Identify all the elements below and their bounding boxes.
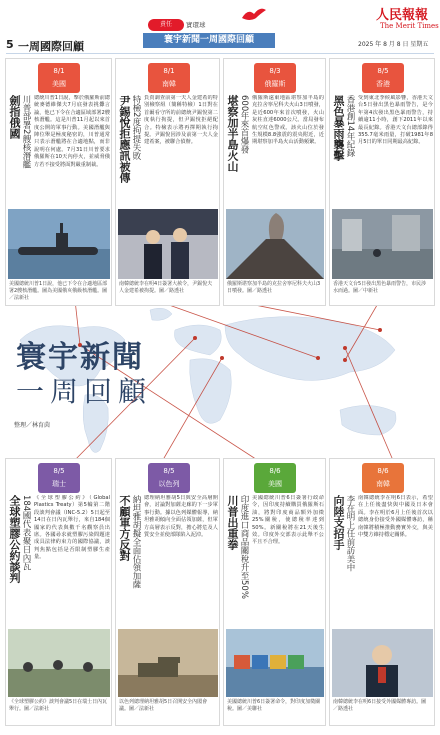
card-date: 8/3 bbox=[269, 67, 281, 75]
president-photo bbox=[332, 629, 433, 697]
date-badge bbox=[38, 463, 80, 493]
card-body: 俄羅斯遠東地區堪察加半島的克拉舍寧尼科夫火山3日噴發，是近600年來首次噴發，火山灰柱直達6000公尺。當局發布航空紅色警戒。該火山位於發生規模8.8強震的震央附近，近期堪察加半島火山活動頻繁。 bbox=[252, 95, 324, 146]
card-subhead: 600年來首爆發 bbox=[239, 95, 249, 154]
card-place: 以色列 bbox=[158, 480, 180, 488]
page-header bbox=[0, 0, 440, 60]
card-headline: 劍指俄國 bbox=[8, 95, 21, 139]
editor-pill: 責任 bbox=[148, 19, 184, 31]
card-body: 南韓總統李在明6日表示，希望在上任後盡快與中國及日本會面。李在明於6月上任後首次以總統身份接受外國媒體專訪，稱南韓將積極推動務實外交，與美中雙方維持穩定關係。 bbox=[358, 495, 433, 539]
card-caption: 香港天文台5日發出黑色暴雨警告，市民涉水而過。圖／中新社 bbox=[333, 281, 427, 294]
card-headline: 黑色暴雨襲擊 bbox=[332, 95, 345, 161]
page-section-title: 一周國際回顧 bbox=[18, 40, 84, 53]
news-card-israel-gaza bbox=[115, 458, 220, 726]
card-place: 俄羅斯 bbox=[264, 80, 286, 88]
news-card-hongkong-rain bbox=[329, 58, 435, 306]
page-banner: 寰宇新聞一周國際回顧 bbox=[143, 33, 275, 48]
card-date: 8/1 bbox=[53, 67, 65, 75]
card-date: 8/6 bbox=[269, 467, 281, 475]
news-card-usa-india-tariff bbox=[223, 458, 326, 726]
card-body: 總理納坦雅胡5日與安全高層開會，討論對加薩走廊的下一步軍事行動。據以色列媒體報導，納坦雅胡傾向全面佔領加薩，但軍方高層表示反對，擔心將危及人質安全並使部隊陷入泥淖。 bbox=[144, 495, 218, 539]
card-caption: 《全球塑膠公約》談判會議5日在瑞士日內瓦舉行。圖／法新社 bbox=[9, 699, 108, 712]
news-card-korea-diplomacy bbox=[329, 458, 435, 726]
card-date: 8/1 bbox=[163, 67, 175, 75]
card-date: 8/5 bbox=[163, 467, 175, 475]
card-headline: 全球塑膠公約談判 bbox=[8, 495, 21, 583]
card-subhead: 特檢2度拘提失敗 bbox=[131, 95, 141, 160]
issue-date: 2025 年 8 月 8 日 星期五 bbox=[358, 41, 429, 48]
card-place: 美國 bbox=[268, 480, 282, 488]
page-number: 5 bbox=[6, 38, 14, 51]
date-badge bbox=[38, 63, 80, 93]
card-body: 總統川普1日說，擊於俄羅斯前總統麥德維傑夫7月底發表挑釁言論，他已下令在合適區域部署2艘核潛艦。這是川普11月起以來首度公開的軍事行動。美國潛艦與陣位舉是極度秘密的，川普通常只表示潛艦將在合適地點，而非說明在何處。7月31日川普要求俄羅斯在10天內停火，並威脅俄方若不接受將面對嚴重制裁。 bbox=[34, 95, 110, 168]
card-subhead: 納坦雅胡擬全面佔領加薩 bbox=[131, 495, 141, 589]
card-headline: 尹錫悅拒應訊被傳 bbox=[118, 95, 131, 183]
card-headline: 向陸支招手 bbox=[332, 495, 345, 550]
newspaper-logo-en: The Merit Times bbox=[380, 22, 439, 30]
port-photo bbox=[226, 629, 324, 697]
card-subhead: 184國代表聚日內瓦 bbox=[21, 495, 31, 571]
card-caption: 南韓總統李在明6日接受外國媒體專訪。圖／路透社 bbox=[333, 699, 427, 712]
card-caption: 美國總統川普1日說，他已下令在合適地區部署2艘核潛艦。圖為美國俄亥俄級核潛艦。圖／法新社 bbox=[9, 281, 108, 301]
card-date: 8/5 bbox=[53, 467, 65, 475]
header-divider bbox=[6, 53, 434, 54]
card-caption: 以色列總理納坦雅胡5日召開安全內閣會議。圖／法新社 bbox=[119, 699, 208, 712]
center-title-line1: 寰宇新聞 bbox=[16, 340, 144, 375]
card-date: 8/6 bbox=[377, 467, 389, 475]
card-place: 南韓 bbox=[376, 480, 390, 488]
submarine-photo bbox=[8, 209, 110, 279]
date-badge bbox=[362, 463, 404, 493]
conference-photo bbox=[8, 629, 110, 697]
news-card-russia-volcano bbox=[223, 58, 326, 306]
news-card-usa-submarine bbox=[5, 58, 112, 306]
editor-label: 實環球 bbox=[186, 21, 206, 29]
news-card-korea-yoon bbox=[115, 58, 220, 306]
flood-photo bbox=[332, 209, 433, 279]
card-place: 南韓 bbox=[162, 80, 176, 88]
card-headline: 川普出重拳 bbox=[226, 495, 239, 550]
card-headline: 不顧軍方反對 bbox=[118, 495, 131, 561]
card-place: 美國 bbox=[52, 80, 66, 88]
card-subhead: 印度進口商品關稅升至50% bbox=[239, 495, 249, 599]
date-badge bbox=[362, 63, 404, 93]
date-badge bbox=[254, 63, 296, 93]
card-subhead: 香港創14年紀錄 bbox=[345, 95, 355, 157]
card-subhead: 李在明上任前訪美中 bbox=[345, 495, 355, 572]
card-date: 8/5 bbox=[377, 67, 389, 75]
date-badge bbox=[148, 63, 190, 93]
card-body: 受到東北季候風影響，香港天文台5日發出黑色暴雨警告，是今年第4次發出黑色暴雨警告，持續逾11小時，創下2011年以來最長紀錄。香港天文台總部錄得355.7毫米雨量，打破1981年8月5日的單日同期最高紀錄。 bbox=[358, 95, 433, 146]
card-body: 美國總統川普6日簽署行政命令，因印度持續購買俄羅斯石油，將對印度商品額外加徵25%關稅，使總稅率達到50%。新關稅將在21天後生效。印度外交部表示此舉不公平且不合理。 bbox=[252, 495, 324, 546]
card-headline: 堪察加半島火山 bbox=[226, 95, 239, 172]
bird-icon bbox=[240, 4, 268, 24]
military-photo bbox=[118, 629, 218, 697]
date-badge bbox=[148, 463, 190, 493]
card-place: 瑞士 bbox=[52, 480, 66, 488]
volcano-photo bbox=[226, 209, 324, 279]
card-body: 《全球塑膠公約》（Global Plastics Treaty）第5輪第二階段談判會議（INC-5.2）5日起至14日在日內瓦舉行，來自184個國家的代表與數千名觀察員出席。各國尋求就塑膠污染問題達成具法律約束力的國際協議，談判焦點包括是否限制塑膠生產量。 bbox=[34, 495, 110, 561]
card-body: 負責調查前第一夫人金建希的特別檢察組（簡稱特檢）1日對在首爾看守所的前總統尹錫悅第二度執行拘提，但尹錫悅拒絕配合。特檢表示將再擇期執行拘提。尹錫悅因涉及前第一夫人金建希案，被聯合偵辦。 bbox=[144, 95, 218, 146]
card-caption: 美國總統川普6日簽署命令，對印度加徵關稅。圖／美聯社 bbox=[227, 699, 321, 712]
card-caption: 南韓總統李在明4日簽署大赦令，尹錫悅夫人金建希被拘提。圖／路透社 bbox=[119, 281, 213, 294]
card-caption: 俄羅斯堪察加半島的克拉舍寧尼科夫火山3日噴發。圖／路透社 bbox=[227, 281, 321, 294]
card-subhead: 川普部署2艘核潛艦 bbox=[21, 95, 31, 169]
press-photo bbox=[118, 209, 218, 279]
news-card-swiss-plastics bbox=[5, 458, 112, 726]
newspaper-logo: 人民報報 bbox=[376, 8, 429, 23]
date-badge bbox=[254, 463, 296, 493]
editor-credit: 整理／林育茵 bbox=[14, 422, 51, 429]
card-place: 香港 bbox=[376, 80, 390, 88]
center-title-line2: 一周回顧 bbox=[16, 375, 153, 408]
